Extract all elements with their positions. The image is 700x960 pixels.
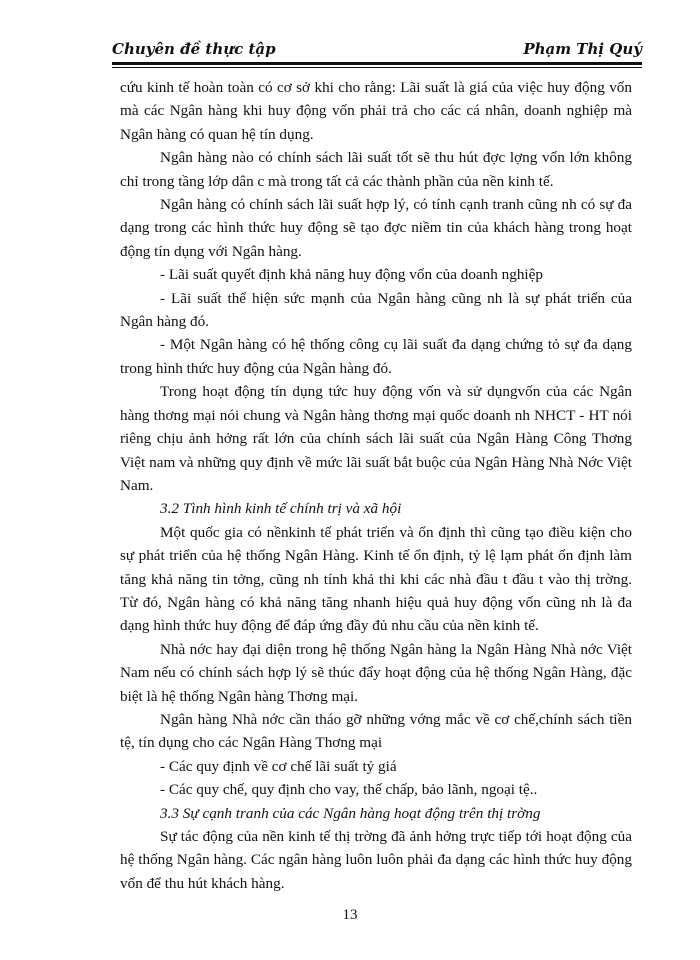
- page-number: 13: [342, 907, 358, 923]
- section-heading: 3.2 Tình hình kinh tế chính trị và xã hội: [160, 500, 402, 518]
- section-heading: 3.3 Sự cạnh tranh của các Ngân hàng hoạt động trên thị trờng: [160, 804, 541, 822]
- page-header: [112, 40, 642, 64]
- header-rule-thin: [112, 67, 642, 68]
- paragraph: Một quốc gia có nềnkinh tế phát triển và ổn định thì cũng tạo điều kiện cho sự phát triển của hệ thống Ngân Hàng. Kinh tế ổn định, tỷ lệ lạm phát ổn định làm tăng khả năng tin tởng, cũng nh tính khả thi khi các nhà đầu t đầu t vào thị trờng. Từ đó, Ngân hàng có khả năng tăng nhanh hiệu quả huy động vốn cũng nh là đa dạng hình thức huy động để đáp ứng đầy đủ nhu cầu của nền kinh tế.: [120, 523, 632, 635]
- bullet-item: - Lãi suất quyết định khả năng huy động vốn của doanh nghiệp: [160, 266, 543, 284]
- header-rule-thick: [112, 62, 642, 65]
- paragraph: Nhà nớc hay đại diện trong hệ thống Ngân hàng la Ngân Hàng Nhà nớc Việt Nam nếu có chính sách hợp lý sẽ thúc đẩy hoạt động của hệ thống Ngân Hàng, đặc biệt là hệ thống Ngân hàng Thơng mại.: [120, 640, 632, 705]
- paragraph: Sự tác động của nền kinh tế thị trờng đã ảnh hởng trực tiếp tới hoạt động của hệ thống Ngân hàng. Các ngân hàng luôn luôn phải đa dạng các hình thức huy động vốn để thu hút khách hàng.: [120, 828, 632, 892]
- header-title: Chuyên đề thực tập: [112, 40, 276, 58]
- bullet-item: - Các quy chế, quy định cho vay, thế chấp, bảo lãnh, ngoại tệ..: [160, 781, 538, 799]
- bullet-item: - Lãi suất thể hiện sức mạnh của Ngân hàng cũng nh là sự phát triển của Ngân hàng đó.: [120, 289, 632, 331]
- paragraph: Trong hoạt động tín dụng tức huy động vốn và sử dụngvốn của các Ngân hàng thơng mại nói chung và Ngân hàng thơng mại quốc doanh nh NHCT - HT nói riêng chịu ảnh hởng rất lớn của chính sách lãi suất của Ngân Hàng Công Thơng Việt nam và những quy định về mức lãi suất bắt buộc của Ngân Hàng Nhà Nớc Việt Nam.: [120, 383, 632, 494]
- bullet-item: - Các quy định về cơ chế lãi suất tỷ giá: [160, 757, 397, 775]
- paragraph: Ngân hàng có chính sách lãi suất hợp lý, có tính cạnh tranh cũng nh có sự đa dạng trong các hình thức huy động sẽ tạo đợc niềm tin của khách hàng trong hoạt động tín dụng với Ngân hàng.: [120, 196, 632, 260]
- paragraph: cứu kinh tế hoàn toàn có cơ sở khi cho rằng: Lãi suất là giá của việc huy động vốn mà các Ngân hàng khi huy động vốn phải trả cho các cá nhân, doanh nghiệp mà Ngân hàng có quan hệ tín dụng.: [120, 79, 632, 143]
- page-body: [120, 76, 632, 895]
- header-author: Phạm Thị Quý: [523, 40, 642, 58]
- bullet-item: - Một Ngân hàng có hệ thống công cụ lãi suất đa dạng chứng tỏ sự đa dạng trong hình thức huy động của Ngân hàng đó.: [120, 336, 632, 377]
- paragraph: Ngân hàng Nhà nớc cần tháo gỡ những vớng mắc về cơ chế,chính sách tiền tệ, tín dụng cho các Ngân Hàng Thơng mại: [120, 710, 632, 752]
- paragraph: Ngân hàng nào có chính sách lãi suất tốt sẽ thu hút đợc lợng vốn lớn không chỉ trong tầng lớp dân c mà trong tất cả các thành phần của nền kinh tế.: [120, 149, 632, 190]
